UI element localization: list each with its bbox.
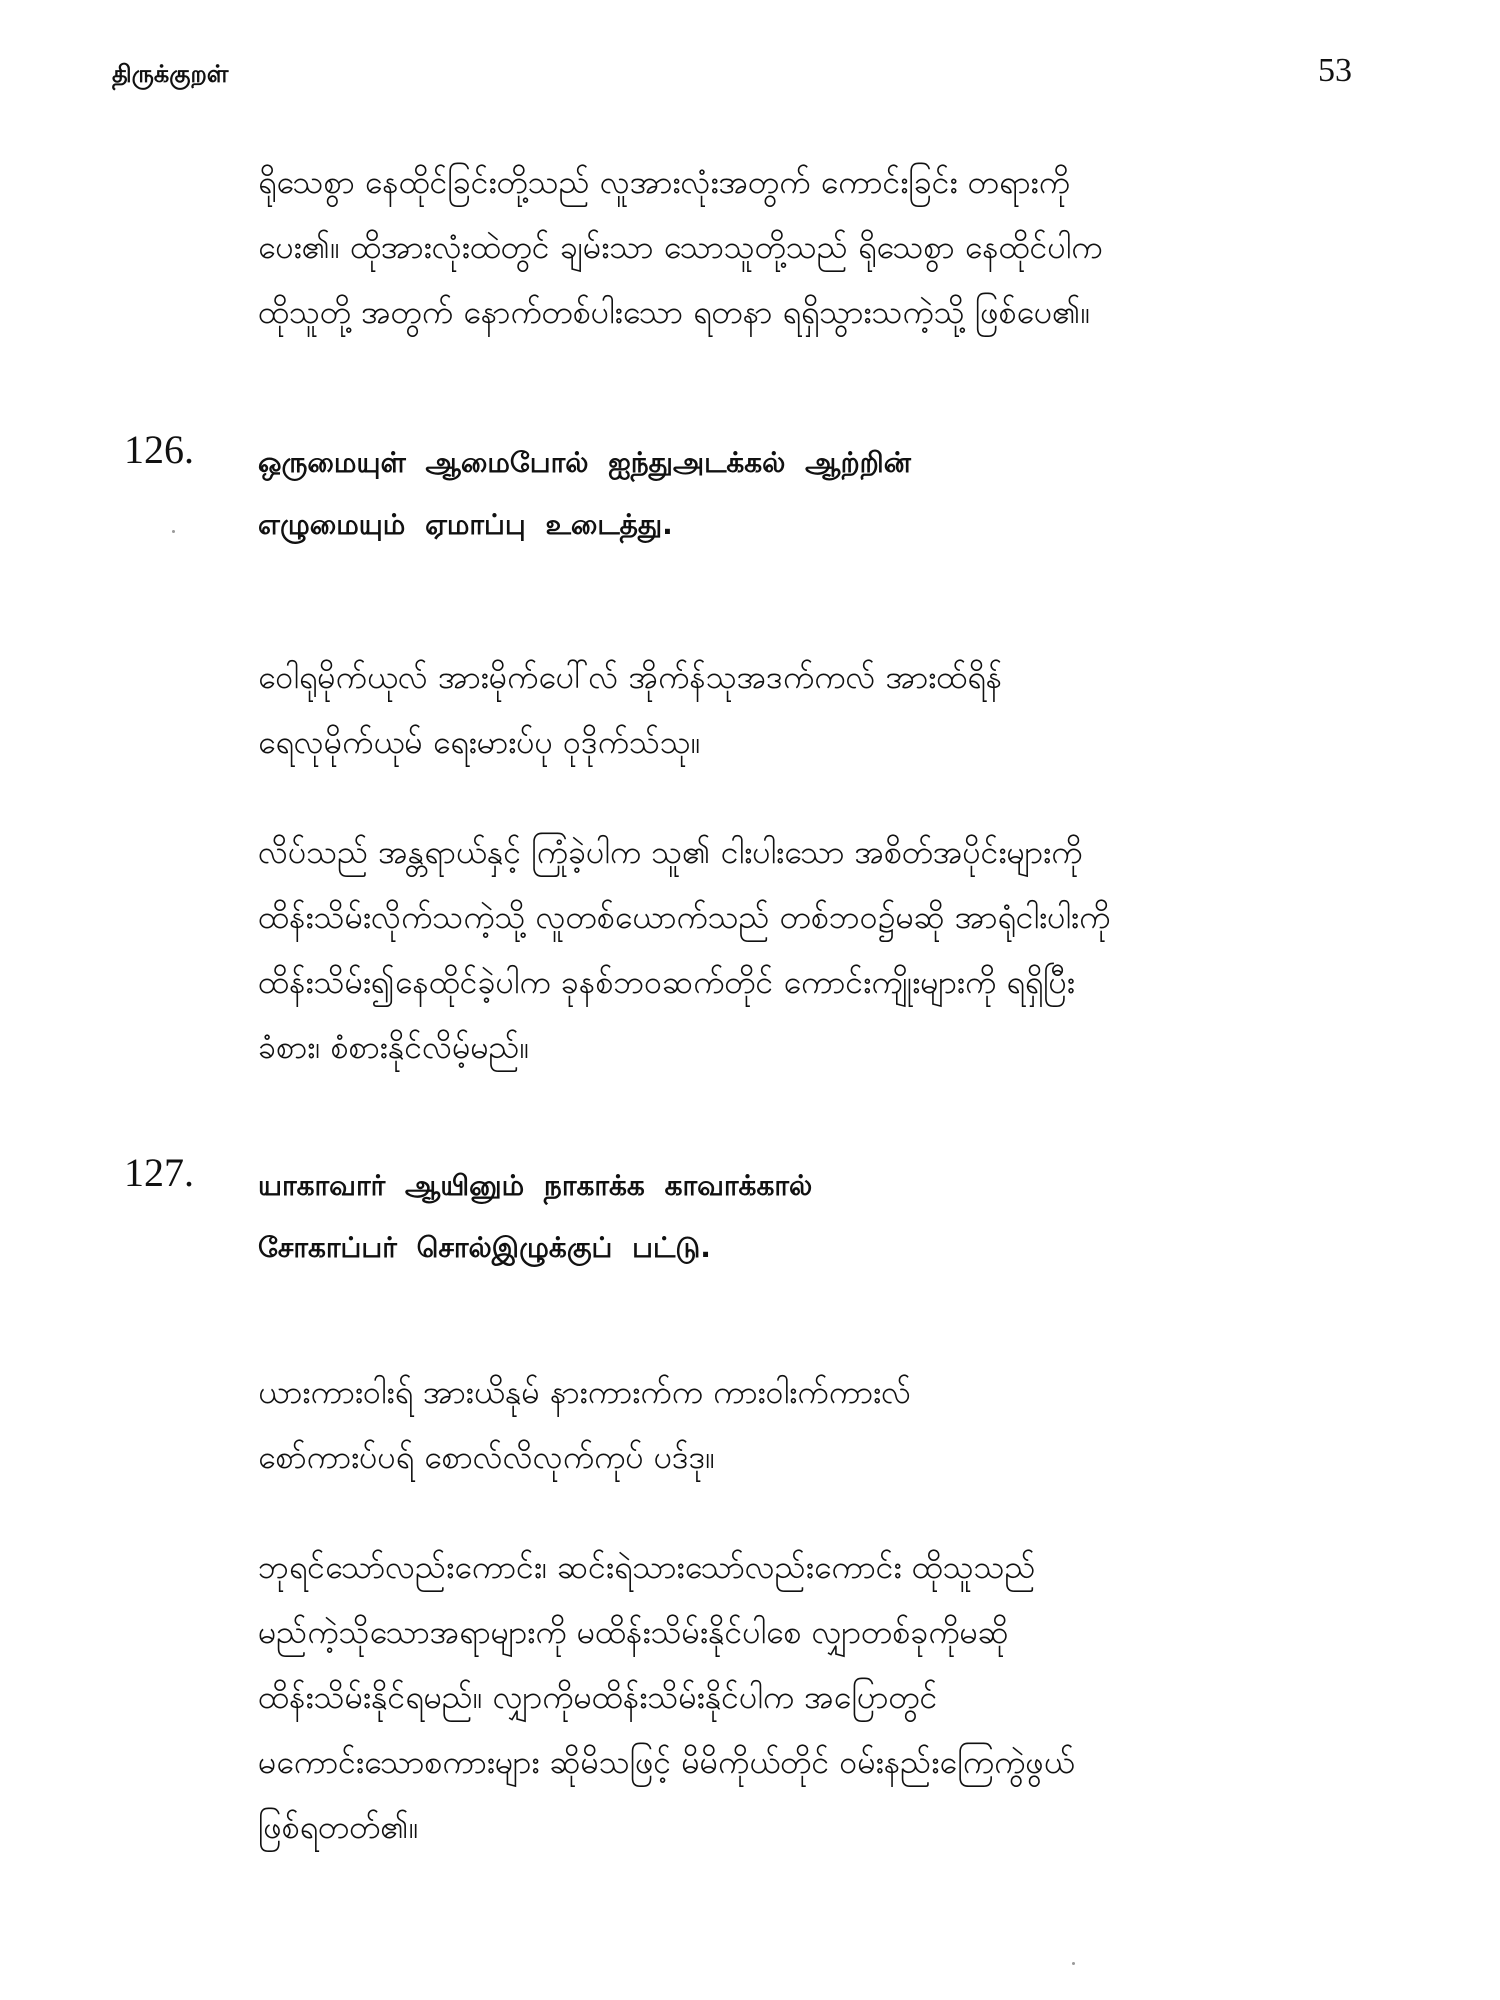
paragraph-line: ထိုသူတို့ အတွက် နောက်တစ်ပါးသော ရတနာ ရရှိသွားသကဲ့သို့ ဖြစ်ပေ၏။ (258, 293, 1091, 331)
paragraph-line: ရိုသေစွာ နေထိုင်ခြင်းတို့သည် လူအားလုံးအတွက် ကောင်းခြင်း တရားကို (258, 163, 1070, 201)
transliteration-line: ဝေါရုမိုက်ယုလ် အားမိုက်ပေါ်လ် အိုက်န်သုအဒက်ကလ် အားထ်ရိန် (258, 658, 1003, 696)
verse-number: 127. (124, 1150, 194, 1195)
page-header (112, 52, 1352, 112)
translation-line: ခံစား၊ စံစားနိုင်လိမ့်မည်။ (258, 1028, 530, 1066)
scan-speck (1072, 1962, 1075, 1965)
scan-speck (172, 530, 175, 533)
translation-line: မကောင်းသောစကားများ ဆိုမိသဖြင့် မိမိကိုယ်တိုင် ဝမ်းနည်းကြေကွဲဖွယ် (258, 1743, 1075, 1781)
translation-line: ထိန်းသိမ်း၍နေထိုင်ခဲ့ပါက ခုနစ်ဘဝဆက်တိုင် ကောင်းကျိုးများကို ရရှိပြီး (258, 963, 1075, 1001)
intro-paragraph (258, 150, 1358, 345)
translation-line: ဖြစ်ရတတ်၏။ (258, 1808, 419, 1846)
verse-127-transliteration (258, 1360, 1358, 1490)
tamil-line: எழுமையும் ஏமாப்பு உடைத்து. (258, 508, 673, 541)
tamil-couplet (258, 1155, 812, 1279)
page-number: 53 (1318, 52, 1352, 89)
verse-number: 126. (124, 427, 194, 472)
running-title: திருக்குறள் (112, 60, 229, 88)
translation-line: ဘုရင်သော်လည်းကောင်း၊ ဆင်းရဲသားသော်လည်းကောင်း ထိုသူသည် (258, 1548, 1036, 1586)
translation-line: လိပ်သည် အန္တရာယ်နှင့် ကြုံခဲ့ပါက သူ၏ ငါးပါးသော အစိတ်အပိုင်းများကို (258, 833, 1083, 871)
translation-line: ထိန်းသိမ်းလိုက်သကဲ့သို့ လူတစ်ယောက်သည် တစ်ဘဝ၌မဆို အာရုံငါးပါးကို (258, 898, 1111, 936)
verse-127-translation (258, 1535, 1358, 1860)
transliteration-line: ယားကားဝါးရ် အားယိနုမ် နားကားက်က ကားဝါးက်ကားလ် (258, 1373, 912, 1411)
transliteration-line: စော်ကားပ်ပရ် စောလ်လိလုက်ကုပ် ပဒ်ဒု။ (258, 1438, 716, 1476)
verse-126-translation (258, 820, 1358, 1080)
tamil-line: ஒருமையுள் ஆமைபோல் ஐந்துஅடக்கல் ஆற்றின் (258, 446, 911, 479)
translation-line: မည်ကဲ့သိုသောအရာများကို မထိန်းသိမ်းနိုင်ပါစေ လျှာတစ်ခုကိုမဆို (258, 1613, 1009, 1651)
paragraph-line: ပေး၏။ ထိုအားလုံးထဲတွင် ချမ်းသာ သောသူတို့သည် ရိုသေစွာ နေထိုင်ပါက (258, 228, 1103, 266)
verse-126-transliteration (258, 645, 1358, 775)
translation-line: ထိန်းသိမ်းနိုင်ရမည်။ လျှာကိုမထိန်းသိမ်းနိုင်ပါက အပြောတွင် (258, 1678, 938, 1716)
tamil-couplet (258, 432, 911, 556)
tamil-line: யாகாவார் ஆயினும் நாகாக்க காவாக்கால் (258, 1169, 813, 1202)
transliteration-line: ရေလုမိုက်ယုမ် ရေးမားပ်ပု ဝုဒိုက်သ်သု။ (258, 723, 701, 761)
tamil-line: சோகாப்பர் சொல்இழுக்குப் பட்டு. (258, 1231, 711, 1264)
